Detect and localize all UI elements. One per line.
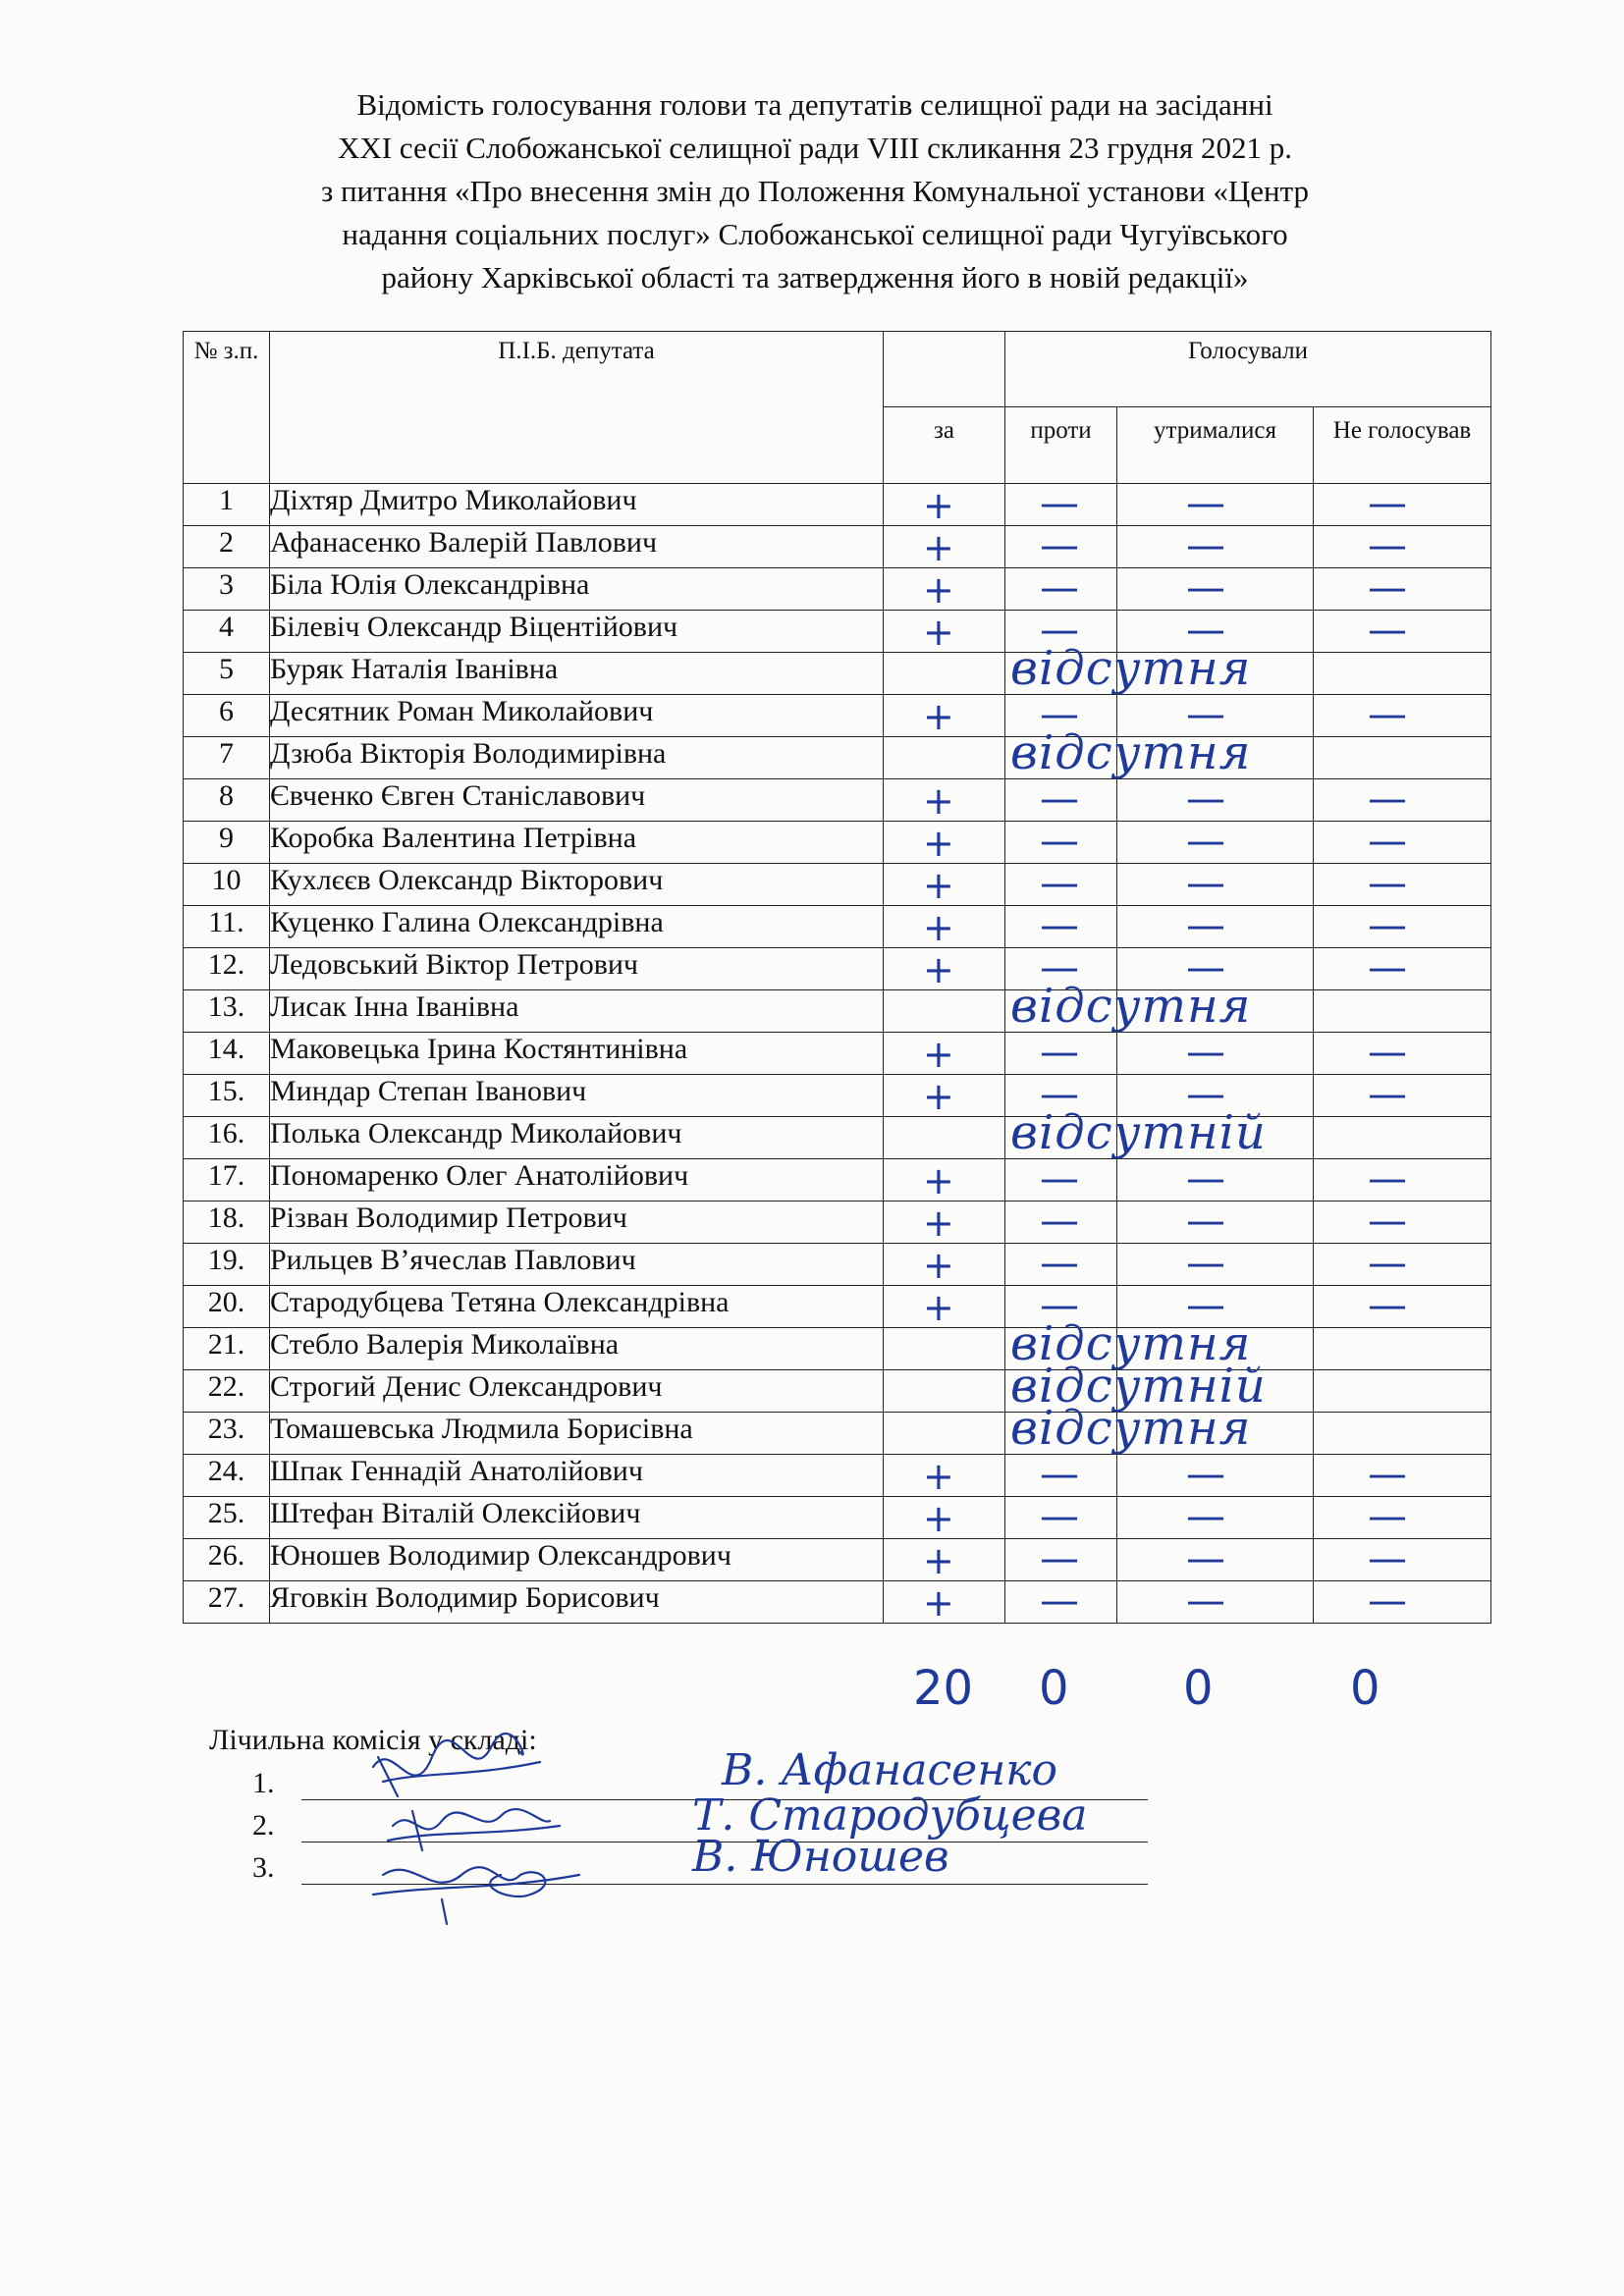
vote-for-cell xyxy=(884,1033,1005,1075)
deputy-name: Різван Володимир Петрович xyxy=(270,1201,884,1244)
vote-for-cell xyxy=(884,1455,1005,1497)
vote-against-cell xyxy=(1005,565,1117,611)
vote-not-voted-cell xyxy=(1314,1201,1491,1244)
dash-mark: — xyxy=(1040,861,1079,906)
deputy-name: Стебло Валерія Миколаївна xyxy=(270,1328,884,1370)
plus-mark: + xyxy=(923,1159,954,1202)
total-for: 20 xyxy=(913,1661,974,1716)
table-row xyxy=(184,948,1491,990)
plus-mark: + xyxy=(923,822,954,865)
row-number: 18. xyxy=(184,1201,270,1244)
row-number: 21. xyxy=(184,1328,270,1370)
committee-member-name: В. Афанасенко xyxy=(722,1745,1057,1795)
vote-not-voted-cell xyxy=(1314,565,1491,611)
table-row xyxy=(184,990,1491,1033)
dash-mark: — xyxy=(1368,1030,1407,1075)
vote-not-voted-cell xyxy=(1314,1452,1491,1497)
vote-for-cell xyxy=(884,1286,1005,1328)
deputy-name: Білевіч Олександр Віцентійович xyxy=(270,611,884,653)
table-row xyxy=(184,1075,1491,1117)
header-for: за xyxy=(884,407,1005,484)
vote-not-voted-cell xyxy=(1314,1494,1491,1539)
row-number: 15. xyxy=(184,1075,270,1117)
dash-mark: — xyxy=(1368,523,1407,568)
dash-mark: — xyxy=(1368,692,1407,737)
signature-scribbles xyxy=(353,1728,589,1944)
vote-against-cell xyxy=(1005,1578,1117,1624)
deputy-name: Шпак Геннадій Анатолійович xyxy=(270,1455,884,1497)
plus-mark: + xyxy=(923,1286,954,1329)
vote-abstained-cell xyxy=(1117,737,1314,779)
dash-mark: — xyxy=(1186,565,1225,611)
table-row xyxy=(184,526,1491,568)
vote-abstained-cell xyxy=(1117,776,1314,822)
dash-mark: — xyxy=(1040,1030,1079,1075)
vote-for-cell xyxy=(884,864,1005,906)
title-line-3: з питання «Про внесення змін до Положення Комунальної установи «Центр xyxy=(320,174,1310,208)
row-number: 6 xyxy=(184,695,270,737)
dash-mark: — xyxy=(1186,1494,1225,1539)
header-name: П.І.Б. депутата xyxy=(270,332,884,484)
dash-mark: — xyxy=(1368,481,1407,526)
dash-mark: — xyxy=(1040,776,1079,822)
row-number: 2 xyxy=(184,526,270,568)
deputy-name: Рильцев В’ячеслав Павлович xyxy=(270,1244,884,1286)
dash-mark: — xyxy=(1040,819,1079,864)
table-row xyxy=(184,1159,1491,1201)
vote-not-voted-cell xyxy=(1314,692,1491,737)
vote-not-voted-cell xyxy=(1314,653,1491,695)
vote-for-cell xyxy=(884,990,1005,1033)
vote-abstained-cell xyxy=(1117,1030,1314,1075)
vote-not-voted-cell xyxy=(1314,1117,1491,1159)
row-number: 1 xyxy=(184,484,270,526)
dash-mark: — xyxy=(1040,692,1079,737)
vote-abstained-cell xyxy=(1117,1117,1314,1159)
vote-against-cell xyxy=(1005,1241,1117,1286)
signature-2 xyxy=(388,1809,560,1850)
vote-against-cell xyxy=(1005,1452,1117,1497)
plus-mark: + xyxy=(923,1244,954,1287)
vote-abstained-cell xyxy=(1117,990,1314,1033)
dash-mark: — xyxy=(1368,903,1407,948)
row-number: 16. xyxy=(184,1117,270,1159)
dash-mark: — xyxy=(1186,1199,1225,1244)
dash-mark: — xyxy=(1368,1199,1407,1244)
table-row xyxy=(184,1244,1491,1286)
dash-mark: — xyxy=(1186,903,1225,948)
row-number: 27. xyxy=(184,1581,270,1624)
vote-for-cell xyxy=(884,1117,1005,1159)
absent-note: відсутній xyxy=(1010,1359,1267,1414)
table-row xyxy=(184,906,1491,948)
vote-not-voted-cell xyxy=(1314,608,1491,653)
row-number: 23. xyxy=(184,1413,270,1455)
header-voted: Голосували xyxy=(1005,332,1491,407)
dash-mark: — xyxy=(1040,1241,1079,1286)
signature-3 xyxy=(373,1867,579,1924)
table-row xyxy=(184,1328,1491,1370)
dash-mark: — xyxy=(1186,1536,1225,1581)
dash-mark: — xyxy=(1368,1494,1407,1539)
vote-against-cell xyxy=(1005,1156,1117,1201)
vote-for-cell xyxy=(884,1159,1005,1201)
vote-not-voted-cell xyxy=(1314,945,1491,990)
vote-for-cell xyxy=(884,906,1005,948)
deputy-name: Штефан Віталій Олексійович xyxy=(270,1497,884,1539)
dash-mark: — xyxy=(1040,1199,1079,1244)
header-against: проти xyxy=(1005,407,1117,484)
vote-against-cell xyxy=(1005,1105,1267,1160)
row-number: 8 xyxy=(184,779,270,822)
table-row xyxy=(184,1286,1491,1328)
deputy-name: Яговкін Володимир Борисович xyxy=(270,1581,884,1624)
total-against: 0 xyxy=(1039,1661,1069,1716)
plus-mark: + xyxy=(923,611,954,654)
dash-mark: — xyxy=(1040,1494,1079,1539)
vote-not-voted-cell xyxy=(1314,737,1491,779)
dash-mark: — xyxy=(1186,776,1225,822)
dash-mark: — xyxy=(1368,1452,1407,1497)
dash-mark: — xyxy=(1040,1536,1079,1581)
vote-abstained-cell xyxy=(1117,653,1314,695)
committee-line-2 xyxy=(252,1809,275,1842)
vote-abstained-cell xyxy=(1117,903,1314,948)
plus-mark: + xyxy=(923,864,954,907)
plus-mark: + xyxy=(923,568,954,612)
row-number: 20. xyxy=(184,1286,270,1328)
deputy-name: Строгий Денис Олександрович xyxy=(270,1370,884,1413)
vote-not-voted-cell xyxy=(1314,523,1491,568)
plus-mark: + xyxy=(923,695,954,738)
title-line-5: району Харківської області та затвердження його в новій редакції» xyxy=(381,260,1249,294)
absent-note: відсутній xyxy=(1010,1105,1267,1160)
vote-abstained-cell xyxy=(1117,1241,1314,1286)
deputy-name: Діхтяр Дмитро Миколайович xyxy=(270,484,884,526)
deputy-name: Біла Юлія Олександрівна xyxy=(270,568,884,611)
dash-mark: — xyxy=(1040,523,1079,568)
absent-note: відсутня xyxy=(1010,1316,1252,1371)
table-row xyxy=(184,695,1491,737)
plus-mark: + xyxy=(923,1497,954,1540)
deputy-name: Маковецька Ірина Костянтинівна xyxy=(270,1033,884,1075)
voting-table xyxy=(183,331,1491,1624)
voting-rows xyxy=(184,481,1491,1625)
header-not-voted: Не голосував xyxy=(1314,407,1491,484)
dash-mark: — xyxy=(1040,565,1079,611)
committee-num: 3. xyxy=(252,1851,275,1884)
vote-for-cell xyxy=(884,1413,1005,1455)
dash-mark: — xyxy=(1368,776,1407,822)
dash-mark: — xyxy=(1186,608,1225,653)
deputy-name: Миндар Степан Іванович xyxy=(270,1075,884,1117)
row-number: 10 xyxy=(184,864,270,906)
vote-abstained-cell xyxy=(1117,1578,1314,1624)
dash-mark: — xyxy=(1040,481,1079,526)
vote-abstained-cell xyxy=(1117,1536,1314,1581)
vote-abstained-cell xyxy=(1117,1156,1314,1201)
plus-mark: + xyxy=(923,1539,954,1582)
plus-mark: + xyxy=(923,1075,954,1118)
dash-mark: — xyxy=(1368,819,1407,864)
vote-for-cell xyxy=(884,822,1005,864)
dash-mark: — xyxy=(1368,945,1407,990)
deputy-name: Афанасенко Валерій Павлович xyxy=(270,526,884,568)
deputy-name: Полька Олександр Миколайович xyxy=(270,1117,884,1159)
vote-for-cell xyxy=(884,484,1005,526)
vote-not-voted-cell xyxy=(1314,1030,1491,1075)
dash-mark: — xyxy=(1368,608,1407,653)
vote-not-voted-cell xyxy=(1314,481,1491,526)
table-row xyxy=(184,822,1491,864)
vote-abstained-cell xyxy=(1117,523,1314,568)
dash-mark: — xyxy=(1040,903,1079,948)
vote-not-voted-cell xyxy=(1314,1536,1491,1581)
table-row xyxy=(184,1413,1491,1455)
deputy-name: Ледовський Віктор Петрович xyxy=(270,948,884,990)
vote-abstained-cell xyxy=(1117,1494,1314,1539)
row-number: 9 xyxy=(184,822,270,864)
vote-not-voted-cell xyxy=(1314,1241,1491,1286)
committee-line-1 xyxy=(252,1767,275,1800)
row-number: 12. xyxy=(184,948,270,990)
row-number: 22. xyxy=(184,1370,270,1413)
row-number: 5 xyxy=(184,653,270,695)
vote-abstained-cell xyxy=(1117,819,1314,864)
deputy-name: Дзюба Вікторія Володимирівна xyxy=(270,737,884,779)
vote-abstained-cell xyxy=(1117,1201,1314,1244)
row-number: 14. xyxy=(184,1033,270,1075)
table-row xyxy=(184,568,1491,611)
vote-not-voted-cell xyxy=(1314,1283,1491,1328)
table-row xyxy=(184,1455,1491,1497)
vote-against-cell xyxy=(1005,1030,1117,1075)
vote-for-cell xyxy=(884,653,1005,695)
committee-member-name: В. Юношев xyxy=(692,1832,949,1882)
row-number: 19. xyxy=(184,1244,270,1286)
dash-mark: — xyxy=(1186,1283,1225,1328)
vote-for-cell xyxy=(884,1581,1005,1624)
table-row xyxy=(184,737,1491,779)
vote-against-cell xyxy=(1005,1536,1117,1581)
vote-against-cell xyxy=(1005,481,1117,526)
header-num: № з.п. xyxy=(184,332,270,484)
row-number: 4 xyxy=(184,611,270,653)
dash-mark: — xyxy=(1368,1578,1407,1624)
dash-mark: — xyxy=(1186,1072,1225,1117)
vote-not-voted-cell xyxy=(1314,1413,1491,1455)
row-number: 25. xyxy=(184,1497,270,1539)
plus-mark: + xyxy=(923,484,954,527)
vote-for-cell xyxy=(884,779,1005,822)
deputy-name: Стародубцева Тетяна Олександрівна xyxy=(270,1286,884,1328)
deputy-name: Кухлєєв Олександр Вікторович xyxy=(270,864,884,906)
plus-mark: + xyxy=(923,1581,954,1625)
signature-1 xyxy=(373,1734,540,1796)
table-row xyxy=(184,1539,1491,1581)
vote-for-cell xyxy=(884,568,1005,611)
vote-not-voted-cell xyxy=(1314,819,1491,864)
absent-note: відсутня xyxy=(1010,1401,1252,1456)
dash-mark: — xyxy=(1040,1283,1079,1328)
vote-for-cell xyxy=(884,526,1005,568)
vote-against-cell xyxy=(1005,523,1117,568)
dash-mark: — xyxy=(1368,565,1407,611)
vote-not-voted-cell xyxy=(1314,990,1491,1033)
vote-against-cell xyxy=(1005,979,1252,1034)
vote-against-cell xyxy=(1005,725,1252,780)
title-line-2: XXI сесії Слобожанської селищної ради VIII скликання 23 грудня 2021 р. xyxy=(337,131,1293,165)
vote-for-cell xyxy=(884,1075,1005,1117)
dash-mark: — xyxy=(1040,1072,1079,1117)
deputy-name: Євченко Євген Станіславович xyxy=(270,779,884,822)
document-title xyxy=(177,83,1453,299)
dash-mark: — xyxy=(1186,1578,1225,1624)
title-line-1: Відомість голосування голови та депутатів селищної ради на засіданні xyxy=(356,87,1273,122)
vote-not-voted-cell xyxy=(1314,776,1491,822)
dash-mark: — xyxy=(1040,1578,1079,1624)
dash-mark: — xyxy=(1040,1156,1079,1201)
plus-mark: + xyxy=(923,1033,954,1076)
deputy-name: Буряк Наталія Іванівна xyxy=(270,653,884,695)
committee-num: 1. xyxy=(252,1767,275,1799)
table-row xyxy=(184,611,1491,653)
vote-against-cell xyxy=(1005,1494,1117,1539)
table-row xyxy=(184,1033,1491,1075)
committee-num: 2. xyxy=(252,1809,275,1842)
absent-note: відсутня xyxy=(1010,641,1252,696)
vote-abstained-cell xyxy=(1117,1413,1314,1455)
dash-mark: — xyxy=(1186,1030,1225,1075)
plus-mark: + xyxy=(923,1455,954,1498)
deputy-name: Десятник Роман Миколайович xyxy=(270,695,884,737)
vote-for-cell xyxy=(884,1328,1005,1370)
absent-note: відсутня xyxy=(1010,725,1252,780)
row-number: 26. xyxy=(184,1539,270,1581)
row-number: 24. xyxy=(184,1455,270,1497)
table-row xyxy=(184,864,1491,906)
dash-mark: — xyxy=(1186,945,1225,990)
vote-for-cell xyxy=(884,1370,1005,1413)
header-blank xyxy=(884,332,1005,407)
dash-mark: — xyxy=(1368,1072,1407,1117)
vote-for-cell xyxy=(884,611,1005,653)
vote-for-cell xyxy=(884,695,1005,737)
dash-mark: — xyxy=(1368,1283,1407,1328)
vote-for-cell xyxy=(884,1201,1005,1244)
vote-for-cell xyxy=(884,1497,1005,1539)
vote-against-cell xyxy=(1005,903,1117,948)
dash-mark: — xyxy=(1368,861,1407,906)
deputy-name: Томашевська Людмила Борисівна xyxy=(270,1413,884,1455)
vote-abstained-cell xyxy=(1117,565,1314,611)
vote-against-cell xyxy=(1005,1201,1117,1244)
table-row xyxy=(184,1370,1491,1413)
vote-not-voted-cell xyxy=(1314,1156,1491,1201)
dash-mark: — xyxy=(1368,1241,1407,1286)
row-number: 3 xyxy=(184,568,270,611)
dash-mark: — xyxy=(1186,1241,1225,1286)
table-row xyxy=(184,1117,1491,1159)
dash-mark: — xyxy=(1368,1536,1407,1581)
title-line-4: надання соціальних послуг» Слобожанської селищної ради Чугуївського xyxy=(342,217,1288,251)
dash-mark: — xyxy=(1186,819,1225,864)
committee-member-name: Т. Стародубцева xyxy=(692,1790,1088,1841)
vote-not-voted-cell xyxy=(1314,1072,1491,1117)
table-row xyxy=(184,1201,1491,1244)
vote-against-cell xyxy=(1005,776,1117,822)
header-abstained: утрималися xyxy=(1117,407,1314,484)
dash-mark: — xyxy=(1186,1156,1225,1201)
plus-mark: + xyxy=(923,906,954,949)
dash-mark: — xyxy=(1040,945,1079,990)
table-row xyxy=(184,653,1491,695)
dash-mark: — xyxy=(1186,523,1225,568)
dash-mark: — xyxy=(1368,1156,1407,1201)
plus-mark: + xyxy=(923,948,954,991)
vote-abstained-cell xyxy=(1117,1452,1314,1497)
committee-line-3 xyxy=(252,1851,275,1885)
dash-mark: — xyxy=(1186,861,1225,906)
table-row xyxy=(184,779,1491,822)
deputy-name: Юношев Володимир Олександрович xyxy=(270,1539,884,1581)
vote-against-cell xyxy=(1005,819,1117,864)
absent-note: відсутня xyxy=(1010,979,1252,1034)
plus-mark: + xyxy=(923,779,954,823)
total-abstained: 0 xyxy=(1183,1661,1214,1716)
dash-mark: — xyxy=(1186,481,1225,526)
deputy-name: Коробка Валентина Петрівна xyxy=(270,822,884,864)
row-number: 17. xyxy=(184,1159,270,1201)
vote-abstained-cell xyxy=(1117,861,1314,906)
committee-label: Лічильна комісія у складі: xyxy=(209,1724,537,1756)
vote-against-cell xyxy=(1005,861,1117,906)
vote-for-cell xyxy=(884,948,1005,990)
row-number: 11. xyxy=(184,906,270,948)
row-number: 7 xyxy=(184,737,270,779)
vote-for-cell xyxy=(884,1244,1005,1286)
vote-not-voted-cell xyxy=(1314,903,1491,948)
vote-against-cell xyxy=(1005,1401,1252,1456)
dash-mark: — xyxy=(1040,608,1079,653)
dash-mark: — xyxy=(1186,692,1225,737)
plus-mark: + xyxy=(923,526,954,569)
deputy-name: Пономаренко Олег Анатолійович xyxy=(270,1159,884,1201)
dash-mark: — xyxy=(1186,1452,1225,1497)
vote-not-voted-cell xyxy=(1314,861,1491,906)
table-row xyxy=(184,484,1491,526)
deputy-name: Куценко Галина Олександрівна xyxy=(270,906,884,948)
dash-mark: — xyxy=(1040,1452,1079,1497)
vote-abstained-cell xyxy=(1117,481,1314,526)
table-row xyxy=(184,1497,1491,1539)
total-not-voted: 0 xyxy=(1350,1661,1380,1716)
plus-mark: + xyxy=(923,1201,954,1245)
table-row xyxy=(184,1581,1491,1624)
vote-for-cell xyxy=(884,737,1005,779)
vote-against-cell xyxy=(1005,641,1252,696)
vote-not-voted-cell xyxy=(1314,1328,1491,1370)
vote-for-cell xyxy=(884,1539,1005,1581)
row-number: 13. xyxy=(184,990,270,1033)
vote-not-voted-cell xyxy=(1314,1370,1491,1413)
deputy-name: Лисак Інна Іванівна xyxy=(270,990,884,1033)
vote-not-voted-cell xyxy=(1314,1578,1491,1624)
